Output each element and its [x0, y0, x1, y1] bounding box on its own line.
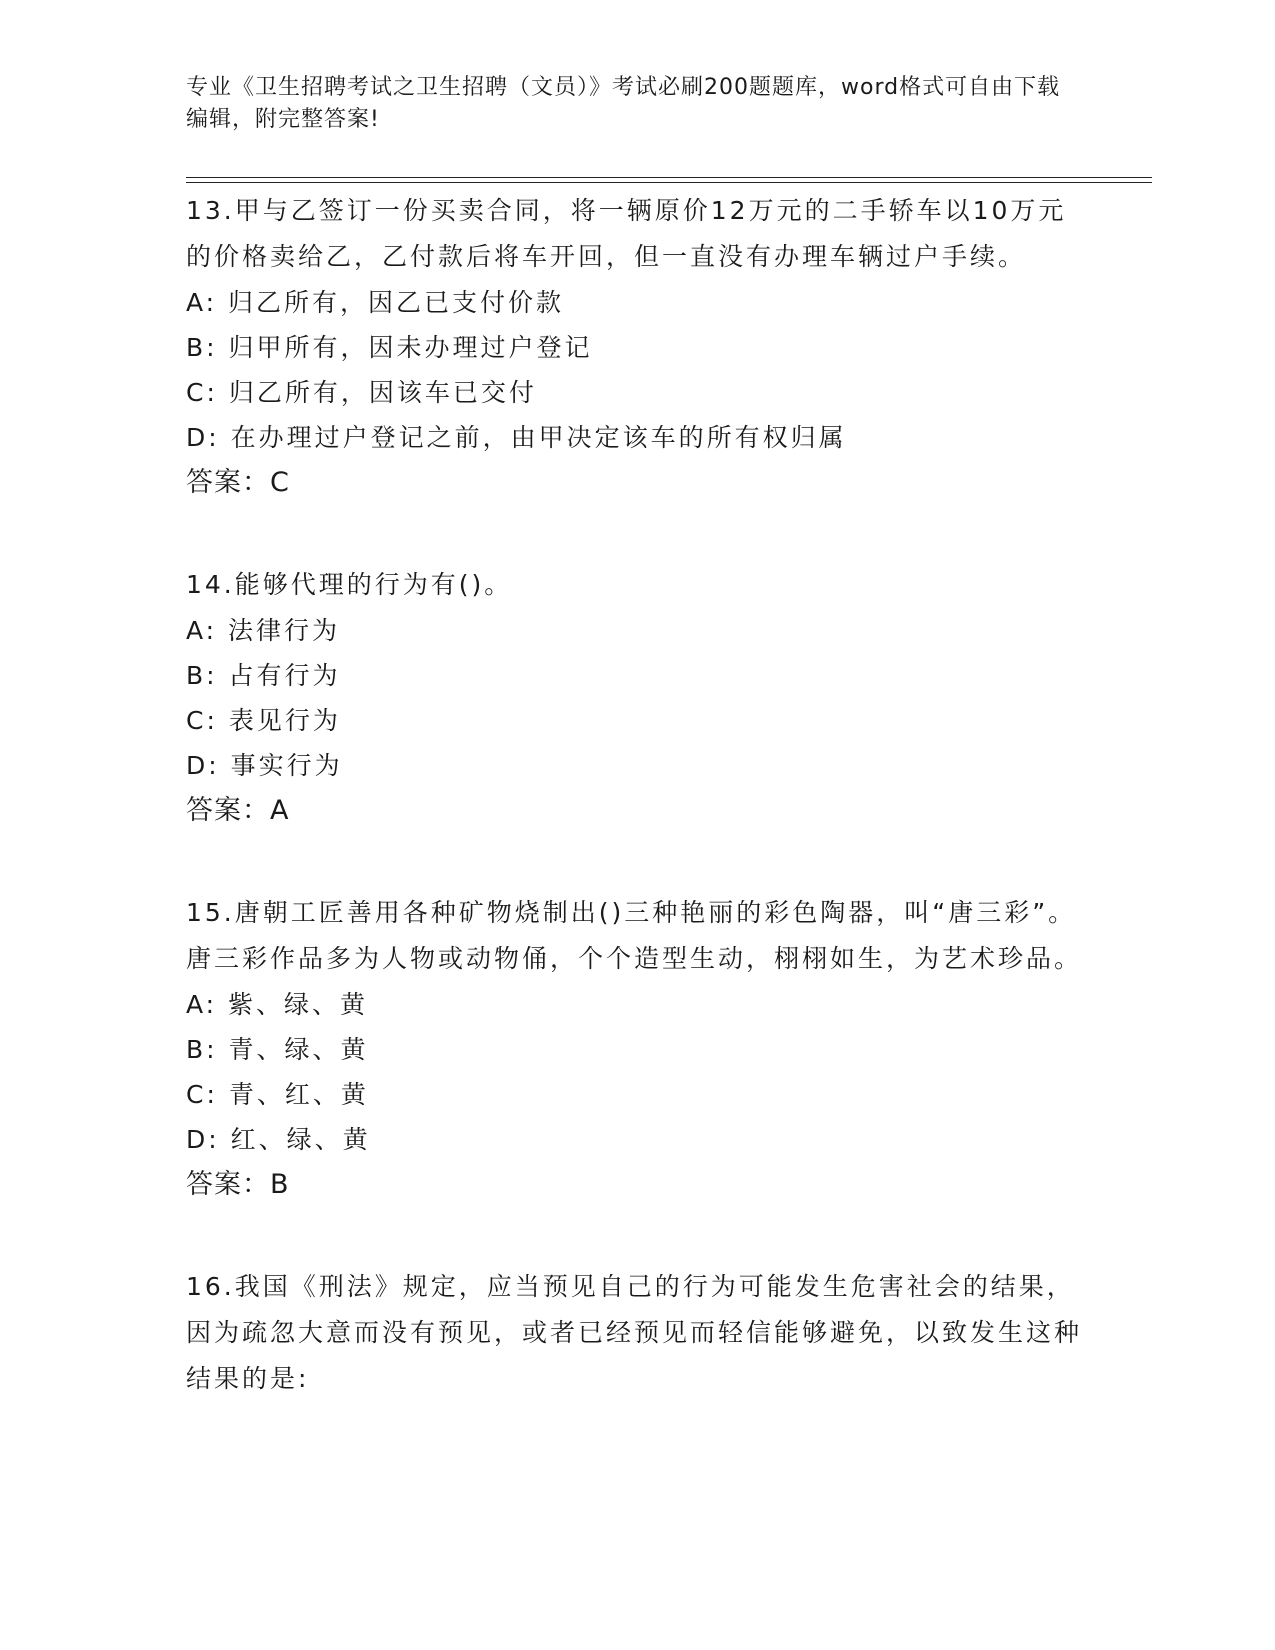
- option-d: D: 事实行为: [186, 751, 343, 780]
- question-list: [186, 188, 1086, 1458]
- option-a: A: 法律行为: [186, 616, 341, 645]
- option-b: B: 占有行为: [186, 661, 341, 690]
- option-c: C: 青、红、黄: [186, 1080, 369, 1109]
- question-stem: 16.我国《刑法》规定，应当预见自己的行为可能发生危害社会的结果，因为疏忽大意而没有预见，或者已经预见而轻信能够避免，以致发生这种结果的是:: [186, 1272, 1083, 1393]
- question-stem: 15.唐朝工匠善用各种矿物烧制出()三种艳丽的彩色陶器，叫“唐三彩”。唐三彩作品多为人物或动物俑，个个造型生动，栩栩如生，为艺术珍品。: [186, 898, 1083, 973]
- option-a: A: 紫、绿、黄: [186, 990, 369, 1019]
- answer-line: 答案：C: [186, 467, 290, 498]
- option-a: A: 归乙所有，因乙已支付价款: [186, 288, 565, 317]
- option-d: D: 红、绿、黄: [186, 1125, 371, 1154]
- question-14: [186, 562, 1086, 834]
- option-b: B: 青、绿、黄: [186, 1035, 369, 1064]
- document-header: 专业《卫生招聘考试之卫生招聘（文员）》考试必刷200题题库，word格式可自由下载编辑，附完整答案!: [186, 75, 1061, 132]
- option-d: D: 在办理过户登记之前，由甲决定该车的所有权归属: [186, 423, 847, 452]
- option-c: C: 归乙所有，因该车已交付: [186, 378, 537, 407]
- question-stem: 14.能够代理的行为有()。: [186, 570, 513, 599]
- question-13: [186, 188, 1086, 506]
- question-16: [186, 1264, 1086, 1402]
- answer-line: 答案：B: [186, 1169, 290, 1200]
- option-b: B: 归甲所有，因未办理过户登记: [186, 333, 593, 362]
- option-c: C: 表见行为: [186, 706, 341, 735]
- question-15: [186, 890, 1086, 1208]
- answer-line: 答案：A: [186, 795, 290, 826]
- header-rule-top: [186, 177, 1152, 178]
- header-rule-bottom: [186, 182, 1152, 183]
- question-stem: 13.甲与乙签订一份买卖合同，将一辆原价12万元的二手轿车以10万元的价格卖给乙，乙付款后将车开回，但一直没有办理车辆过户手续。: [186, 196, 1067, 271]
